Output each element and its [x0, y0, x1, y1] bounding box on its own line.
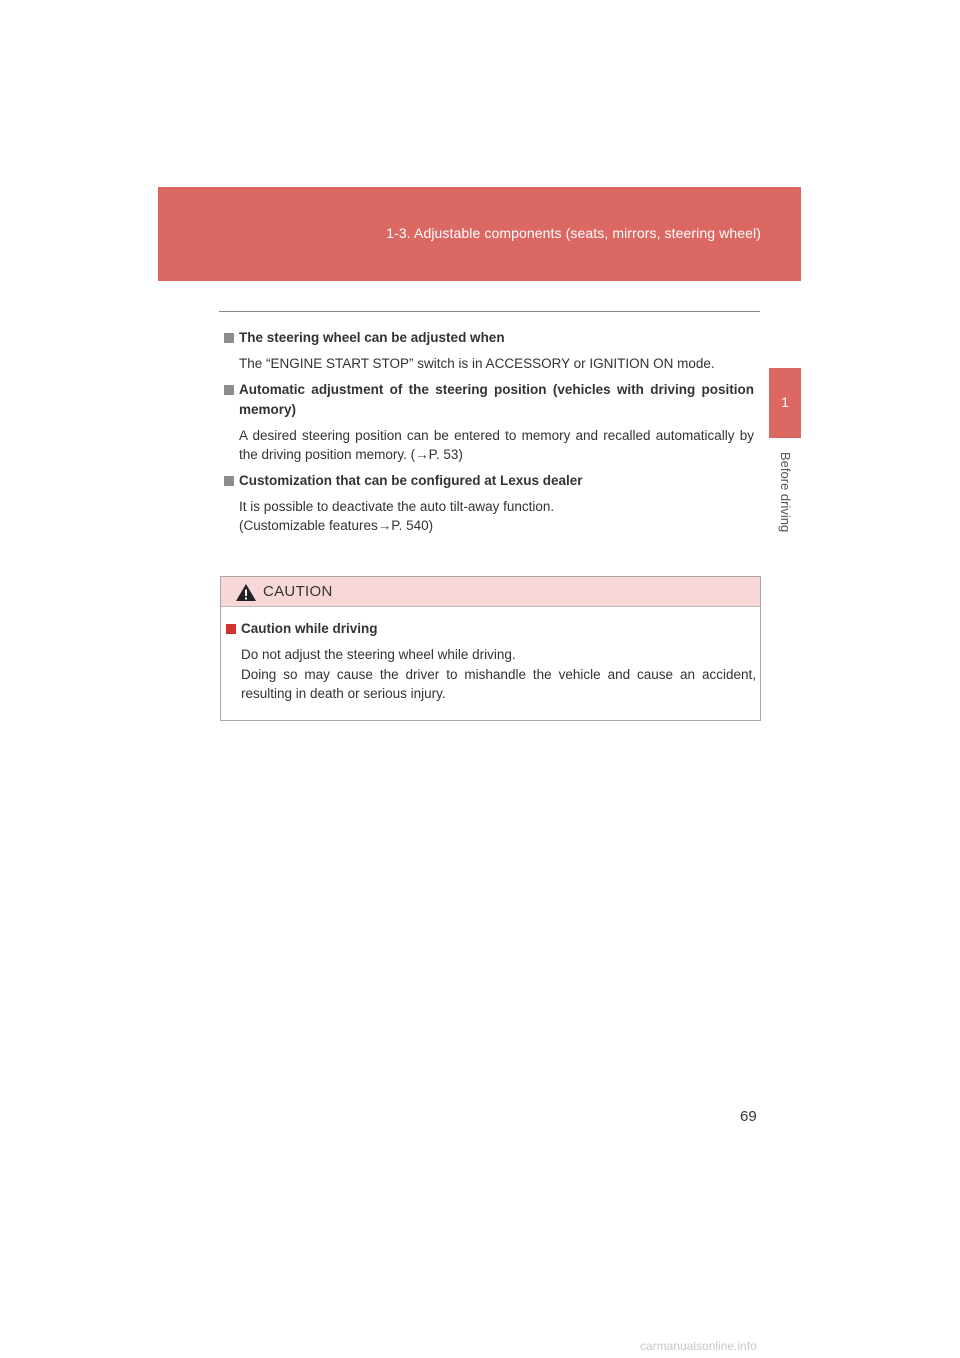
note-section	[224, 380, 754, 465]
square-bullet-icon	[224, 333, 234, 343]
top-divider	[219, 311, 760, 312]
chapter-number: 1	[781, 394, 789, 410]
chapter-tab[interactable]	[769, 368, 801, 438]
caution-box	[220, 576, 761, 721]
caution-body	[221, 607, 760, 704]
page-number: 69	[740, 1108, 757, 1125]
notes-content	[224, 328, 754, 542]
square-bullet-icon	[224, 385, 234, 395]
warning-triangle-icon	[235, 583, 257, 602]
note-body-line: (Customizable features→P. 540)	[239, 518, 434, 533]
note-body: A desired steering position can be entered to memory and recalled automatically by the driving position memory. (→P. 53)	[239, 427, 754, 462]
chapter-label-text: Before driving	[778, 452, 793, 533]
header-band	[158, 187, 801, 281]
caution-heading: Caution while driving	[226, 619, 756, 639]
caution-text-line: Doing so may cause the driver to mishandle the vehicle and cause an accident, resulting in death or serious injury.	[241, 666, 756, 701]
note-heading: Automatic adjustment of the steering position (vehicles with driving position memory)	[224, 380, 754, 420]
note-body	[224, 497, 754, 536]
note-section	[224, 328, 754, 374]
note-body: The “ENGINE START STOP” switch is in ACCESSORY or IGNITION ON mode.	[239, 356, 715, 371]
caution-text	[226, 645, 756, 704]
caution-title: CAUTION	[263, 583, 333, 600]
note-body-line: It is possible to deactivate the auto tilt-away function.	[239, 498, 555, 514]
section-title: 1-3. Adjustable components (seats, mirrors, steering wheel)	[386, 225, 761, 241]
chapter-label	[770, 452, 800, 542]
watermark: carmanualsonline.info	[640, 1339, 757, 1353]
note-heading: Customization that can be configured at Lexus dealer	[224, 471, 754, 491]
caution-text-line: Do not adjust the steering wheel while driving.	[241, 647, 516, 662]
note-section	[224, 471, 754, 536]
note-heading: The steering wheel can be adjusted when	[224, 328, 754, 348]
square-bullet-icon	[224, 476, 234, 486]
square-bullet-icon	[226, 624, 236, 634]
caution-header	[221, 577, 760, 607]
